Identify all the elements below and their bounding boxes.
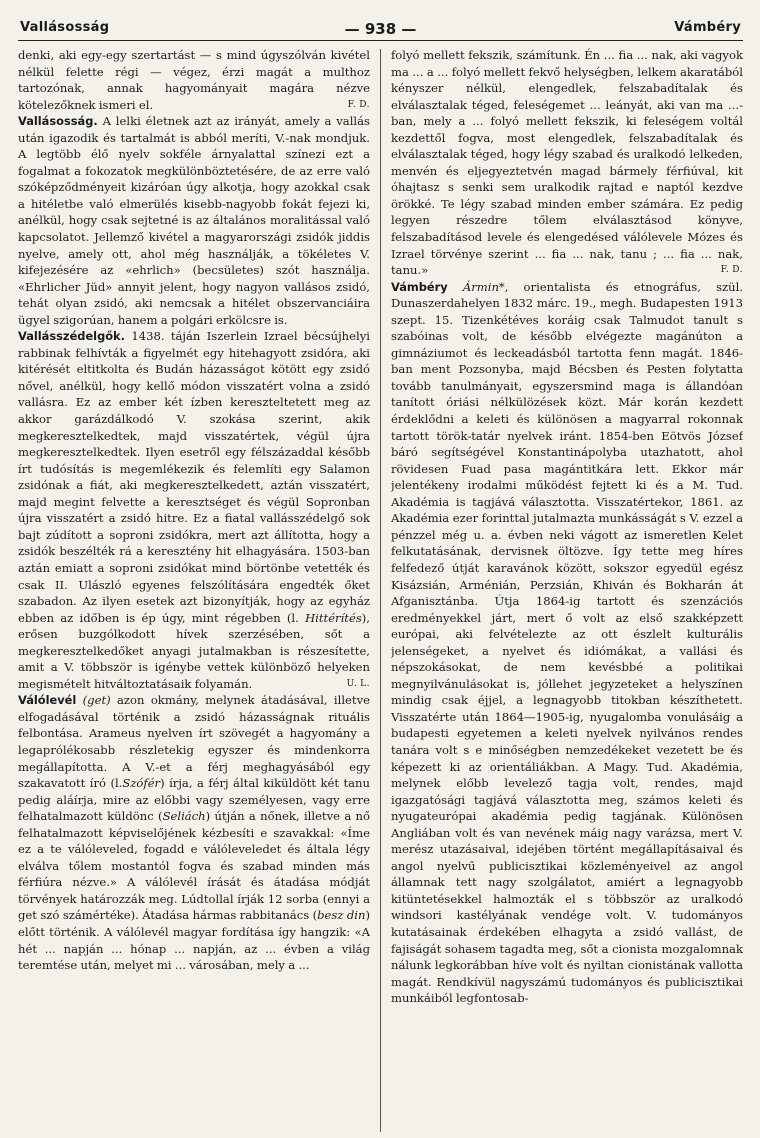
continued-text: folyó mellett fekszik, számítunk. Én ... fia ... nak, aki vagyok ma ... a ... folyó mellett fekvő helységben, lelkem akaratából kényszer nélkül, elengedlek, felszabadítalak és elválasztalak téged, feleségemet ... leányát, aki van ma ...-ban, mely a ... folyó mellett fekszik, ki feleségem voltál kezdettől fogva, most elengedlek, felszabadítalak és elválasztalak téged, hogy légy szabad és uralkodó lelkeden, menvén és eljegyeztetvén magad bármely férfiúval, kit óhajtasz s senki sem uralkodik rajtad e naptól kezdve örökké. Te légy szabad minden ember számára. Ez pedig legyen részedre tőlem elválasztásod könyve, felszabadításod levele és elengedésed válólevele Mózes és Izrael törvénye szerint ... fia ... nak, tanu ; ... fia ... nak, tanu.» (391, 48, 743, 278)
entry-vambery (391, 279, 743, 1007)
continued-entry-text (391, 47, 743, 279)
entry-body-cont: ) útján a nőnek, illetve a nő felhatalmazott képviselőjének kézbesíti e szavakkal: «Íme ez a te válóleveled, fogadd e válóleveledet és általa légy elválva tőlem mostantól fogva és szabad minden más férfiúra nézve.» A válólevél írását és átadása módját törvények határozzák meg. Lúdtollal írják 12 sorba (ennyi a get szó számértéke). Átadása hármas rabbitanács ( (18, 809, 370, 923)
cross-reference: Seliách (162, 809, 206, 824)
entry-body: 1438. táján Iszerlein Izrael bécsújhelyi rabbinak felhívták a figyelmét egy hitehagyott zsidóra, aki kitérését eltitkolta és Budán házasságot kötött egy zsidó nővel, anélkül, hogy kellő módon visszatért volna a zsidó vallásra. Ez az ember két ízben kereszteltetett meg az akkor garázdálkodó V. szokása szerint, akik megkeresztelkedtek, majd visszatértek, végül újra megkeresztelkedtek. Ilyen esetről egy félszázaddal később írt tudósítás is megemlékezik és felemlíti egy Salamon zsidónak a fiát, aki megkeresztelkedett, aztán visszatért, majd megint felvette a keresztséget és végül Sopronban újra visszatért a zsidó hitre. Ez a fiatal vallásszédelgő sok bajt zúdított a soproni zsidókra, mert azt állította, hogy a zsidók beszélték rá a keresztény hit elhagyására. 1503-ban aztán emiatt a soproni zsidókat mind börtönbe vetették és csak II. Ulászló egyenes felszólítására engedték őket szabadon. Az ilyen esetek azt bizonyítják, hogy az egyház ebben az időben is ép úgy, mint régebben (l. (18, 329, 370, 625)
two-column-body (18, 47, 743, 1132)
entry-body-cont: ) előtt történik. A válólevél magyar fordítása így hangzik: «A hét ... napján ... hónap ... napján, az ... évben a világ teremtése után, melyet mi ... városában, mely a ... (18, 908, 370, 973)
hebrew-term: (get) (82, 693, 111, 708)
entry-body: , orientalista és etnográfus, szül. Dunaszerdahelyen 1832 márc. 19., megh. Budapesten 1913 szept. 15. Tizenkétéves koráig csak Talmudot tanult s szabóinas volt, de később elvégezte magánúton a gimnáziumot és leckeadásból tartotta fenn magát. 1846-ban ment Pozsonyba, majd Bécsben és Pesten folytatta tovább tanulmányait, egyszersmind maga is állandóan tanított óriási nélkülözések közt. Már korán kezdett érdeklődni a keleti és különösen a magyarral rokonnak tartott török-tatár nyelvek iránt. 1854-ben Eötvös József báró segítségével Konstantinápolyba utazhatott, ahol rövidesen Fuad pasa magántitkára lett. Ekkor már jelentékeny irodalmi működést fejtett ki és a M. Tud. Akadémia is tagjává választotta. Visszatértekor, 1861. az Akadémia ezer forinttal jutalmazta munkásságát s V. ezzel a pénzzel még u. a. évben neki vágott az ismeretlen Kelet felkutatásának, dervisnek öltözve. Így tette meg híres felfedező útját karavánok között, sokszor egyedül egész Kisázsián, Arménián, Perzsián, Khiván és Bokharán át Afganisztánba. Útja 1864-ig tartott és szenzációs eredményekkel járt, mert ő volt az első szakképzett európai, aki felvételezte az ott észlelt kulturális jelenségeket, a nyelvet és idiómákat, a vallási és népszokásokat, de nem kevésbbé a politikai megnyilvánulásokat is, jóllehet jegyzeteket a helyszínen mindig csak éjjel, a legnagyobb titokban készíthetett. Visszatérte után 1864—1905-ig, nyugalomba vonulásáig a budapesti egyetemen a keleti nyelvek nyilvános rendes tanára volt s e minőségben nemzedékeket vezetett be és képezett ki az orientáliákban. A Magy. Tud. Akadémia, melynek előbb levelező tagja volt, rendes, majd igazgatósági tagjává választotta meg, számos keleti és nyugateurópai akadémia pedig tagjának. Különösen Angliában volt és van nevének máig nagy varázsa, mert V. merész utazásaival, idejében történt megállapításaival és angol nyelvű publicisztikai közleményeivel az angol államnak tett nagy szolgálatot, amiért a legnagyobb kitüntetésekkel halmozták el s többször az uralkodó windsori kastélyának vendége volt. V. tudományos kutatásainak érdekében elhagyta a zsidó vallást, de fajiságát sohasem tagadta meg, sőt a cionista mozgalomnak nálunk legkorábban híve volt és nyiltan cionistának vallotta magát. Rendkívül nagyszámú tudományos és publicisztikai munkáiból legfontosab- (391, 279, 743, 1006)
page-number: — 938 — (344, 20, 417, 38)
cross-reference: Hittérítés (305, 610, 362, 625)
entry-body: azon okmány, melynek átadásával, illetve elfogadásával történik a zsidó házasságnak rituális felbontása. Arameus nyelven írt szövegét a hagyomány a legaprólékosabb részletekig egyszer és mindenkorra megállapította. A V.-et a férj meghagyásából egy szakavatott író (l. (18, 693, 370, 791)
entry-headword: Vámbéry (391, 279, 448, 294)
right-column (391, 47, 743, 1132)
cross-reference: Szófér (122, 776, 161, 791)
hebrew-term: besz din (317, 908, 366, 923)
continued-text: denki, aki egy-egy szertartást — s mind úgyszólván kivétel nélkül felette régi — végez, érzi magát a multhoz tartozónak, annak hagyományait magára nézve kötelezőknek ismeri el. (18, 48, 370, 112)
entry-body-cont: ) írja, a férj által kiküldött két tanu pedig aláírja, mire az előbbi vagy személyesen, vagy erre felhatalmazott küldönc ( (18, 776, 370, 824)
column-divider (380, 49, 381, 1132)
running-header (18, 18, 743, 41)
header-right-keyword: Vámbéry (674, 20, 741, 35)
entry-headword: Vallásosság. (18, 114, 98, 129)
author-signature: F. D. (720, 265, 743, 276)
header-left-keyword: Vallásosság (20, 20, 110, 35)
entry-vallasszedelgok (18, 328, 370, 692)
given-name: Ármin* (462, 279, 505, 294)
entry-headword: Vallásszédelgők. (18, 329, 125, 344)
entry-valolevel (18, 692, 370, 973)
author-signature: U. L. (346, 678, 370, 689)
author-signature: F. D. (347, 99, 370, 110)
left-column (18, 47, 370, 1132)
entry-body-cont: ), erősen buzgólkodott hívek szerzésében, sőt a megkeresztelkedőket anyagi jutalmakban is részesítette, amit a V. többször is igénybe vettek különböző helyeken megismételt hitváltoztatásaik folyamán. (18, 610, 370, 691)
entry-vallasossag (18, 113, 370, 328)
continued-entry-text (18, 47, 370, 113)
entry-headword: Válólevél (18, 693, 77, 708)
entry-body: A lelki életnek azt az irányát, amely a vallás után igazodik és tartalmát is abból meríti, V.-nak mondjuk. A legtöbb élő nyelv sokféle árnyalattal színezi ezt a fogalmat a fokozatok megkülönböztetésére, de az erre való szóképződményeit kizáróan úgy alkotja, hogy azokkal csak a hitéletbe való elmerülés kisebb-nagyobb fokát fejezi ki, anélkül, hogy csak sejtetné is az általános moralitással való kapcsolatot. Jellemző kivétel a magyarországi zsidók jiddis nyelve, amely ott, ahol még használják, a tökéletes V. kifejezésére az «ehrlich» (becsületes) szót használja. «Ehrlicher Jüd» annyit jelent, hogy nagyon vallásos zsidó, tehát olyan zsidó, aki nemcsak a hitélet obszervanciáira ügyel szigorúan, hanem a polgári erkölcsre is. (18, 114, 370, 327)
